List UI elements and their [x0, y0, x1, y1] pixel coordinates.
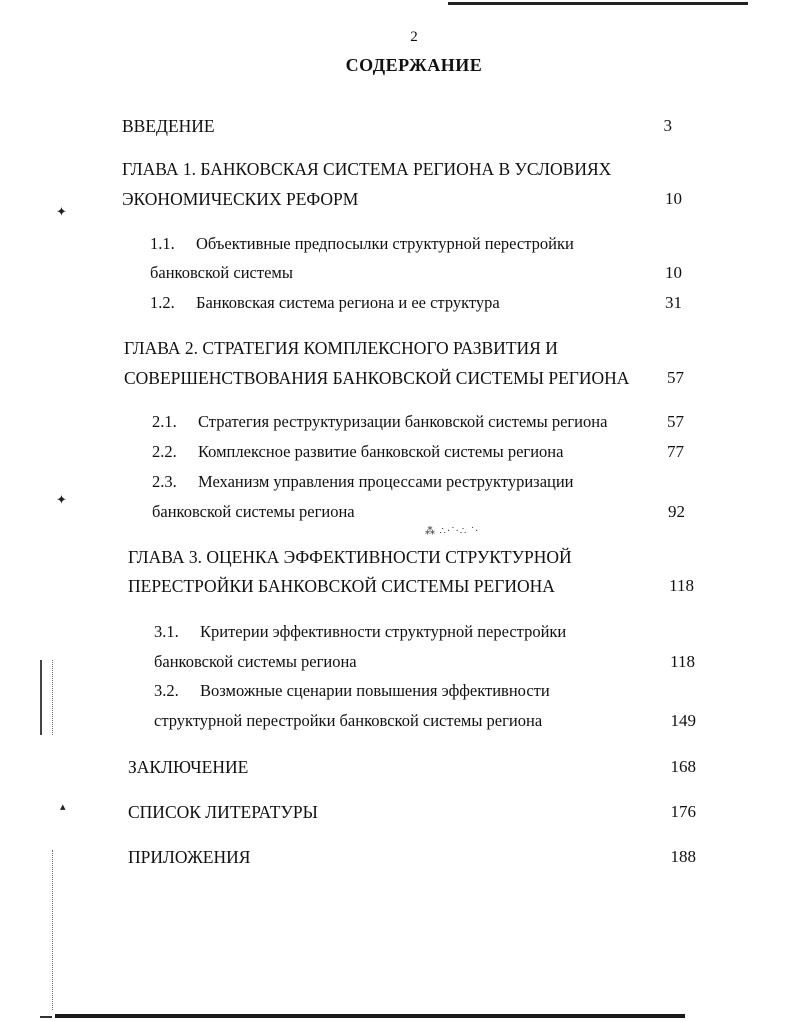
margin-bar	[40, 660, 42, 735]
toc-ch2-s1-title: Стратегия реструктуризации банковской системы региона	[198, 412, 608, 431]
toc-ch2-s1-page: 57	[667, 412, 684, 431]
toc-ch2-page: 57	[667, 368, 684, 387]
toc-ch1-s2-title: Банковская система региона и ее структура	[196, 293, 500, 312]
toc-ch1-s2	[150, 292, 500, 314]
toc-ch3-title-2: ПЕРЕСТРОЙКИ БАНКОВСКОЙ СИСТЕМЫ РЕГИОНА	[128, 576, 555, 596]
margin-mark-icon: ✦	[56, 204, 67, 219]
scan-line-bottom	[55, 1014, 685, 1018]
toc-appendix-page: 188	[670, 847, 696, 866]
toc-ch1-s2-page: 31	[665, 293, 682, 312]
toc-intro: ВВЕДЕНИЕ	[122, 116, 215, 136]
toc-ch1-page: 10	[665, 189, 682, 208]
toc-conclusion: ЗАКЛЮЧЕНИЕ	[128, 757, 249, 777]
margin-dots	[52, 850, 54, 1010]
toc-ch1-s1-title-2: банковской системы	[150, 263, 293, 282]
margin-mark-icon: ✦	[56, 492, 67, 507]
margin-dots	[52, 660, 54, 735]
toc-ch1-title-2: ЭКОНОМИЧЕСКИХ РЕФОРМ	[122, 189, 359, 209]
scan-line-top	[448, 2, 748, 5]
toc-ch1-s1-num: 1.1.	[150, 234, 175, 253]
toc-ch3-s2	[154, 680, 550, 702]
toc-ch2-s2-num: 2.2.	[152, 442, 177, 461]
toc-ch1-s1-page: 10	[665, 263, 682, 282]
toc-ch1-title-1: ГЛАВА 1. БАНКОВСКАЯ СИСТЕМА РЕГИОНА В УСЛОВИЯХ	[122, 159, 612, 179]
toc-ch3-s2-title-1: Возможные сценарии повышения эффективности	[200, 681, 550, 700]
toc-references-page: 176	[670, 802, 696, 821]
toc-ch2-title-1: ГЛАВА 2. СТРАТЕГИЯ КОМПЛЕКСНОГО РАЗВИТИЯ И	[124, 338, 558, 358]
toc-ch3-s1-page: 118	[670, 652, 695, 671]
toc-conclusion-page: 168	[670, 757, 696, 776]
toc-intro-page: 3	[663, 116, 672, 135]
toc-ch3-s1-num: 3.1.	[154, 622, 179, 641]
toc-ch2-s3	[152, 471, 574, 493]
toc-appendix: ПРИЛОЖЕНИЯ	[128, 847, 251, 867]
toc-ch3-title-1: ГЛАВА 3. ОЦЕНКА ЭФФЕКТИВНОСТИ СТРУКТУРНОЙ	[128, 547, 572, 567]
toc-ch2-s2-page: 77	[667, 442, 684, 461]
toc-ch3-page: 118	[669, 576, 694, 595]
toc-ch2-title-2: СОВЕРШЕНСТВОВАНИЯ БАНКОВСКОЙ СИСТЕМЫ РЕГИОНА	[124, 368, 630, 388]
toc-ch1-s2-num: 1.2.	[150, 293, 175, 312]
toc-ch2-s1-num: 2.1.	[152, 412, 177, 431]
toc-ch2-s3-title-2: банковской системы региона	[152, 502, 355, 521]
toc-references: СПИСОК ЛИТЕРАТУРЫ	[128, 802, 318, 822]
toc-ch3-s1	[154, 621, 566, 643]
page-number: 2	[410, 29, 418, 45]
toc-ch2-s3-page: 92	[668, 502, 685, 521]
toc-ch2-s2-title: Комплексное развитие банковской системы региона	[198, 442, 564, 461]
toc-ch2-s1	[152, 411, 607, 433]
margin-mark-icon: ▴	[60, 801, 66, 813]
toc-ch2-s2	[152, 441, 563, 463]
toc-ch3-s1-title-2: банковской системы региона	[154, 652, 357, 671]
toc-ch3-s2-num: 3.2.	[154, 681, 179, 700]
page-title: СОДЕРЖАНИЕ	[345, 55, 483, 75]
scan-stamp-smudge: ⁂ ∴·˙·∴ ˙·	[425, 526, 480, 537]
toc-ch1-s1	[150, 233, 574, 255]
toc-ch3-s2-title-2: структурной перестройки банковской системы региона	[154, 711, 543, 730]
toc-ch1-s1-title-1: Объективные предпосылки структурной перестройки	[196, 234, 574, 253]
toc-ch3-s1-title-1: Критерии эффективности структурной перестройки	[200, 622, 567, 641]
toc-ch3-s2-page: 149	[670, 711, 696, 730]
scan-mark-bottom	[40, 1016, 52, 1018]
toc-ch2-s3-title-1: Механизм управления процессами реструктуризации	[198, 472, 574, 491]
toc-ch2-s3-num: 2.3.	[152, 472, 177, 491]
